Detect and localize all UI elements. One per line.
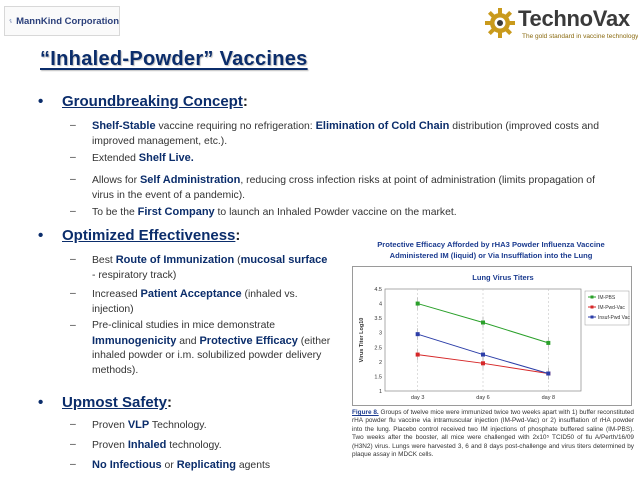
technovax-logo (484, 4, 638, 46)
x-tick-label: day 3 (410, 395, 425, 401)
data-point (416, 353, 420, 357)
section-heading-text: Groundbreaking Concept (62, 93, 243, 110)
section-heading-concept: • Groundbreaking Concept: (38, 93, 248, 110)
list-item: – Proven VLP Technology. (70, 419, 207, 431)
y-axis-label: Virus Titer Log10 (359, 317, 365, 363)
y-tick-label: 2 (378, 359, 382, 366)
slide-title: “Inhaled-Powder” Vaccines (40, 48, 308, 70)
bullet-icon: • (38, 394, 44, 411)
figure-caption-label: Figure 8. (352, 409, 379, 416)
list-item: – Increased Patient Acceptance (inhaled vs. injection) (70, 288, 298, 315)
x-tick-label: day 8 (541, 395, 556, 401)
data-point (481, 361, 485, 365)
technovax-logo-text: TechnoVax (518, 6, 630, 31)
line-chart (353, 267, 631, 405)
ribbon-icon (9, 10, 12, 32)
list-item: – Proven Inhaled technology. (70, 439, 222, 451)
section-heading-text: Optimized Effectiveness (62, 227, 236, 244)
data-point (416, 302, 420, 306)
y-tick-label: 4.5 (374, 287, 382, 293)
mannkind-logo-text: MannKind Corporation (16, 15, 119, 27)
y-tick-label: 1 (378, 389, 382, 395)
section-heading-effectiveness: • Optimized Effectiveness: (38, 227, 241, 244)
legend-marker (591, 316, 594, 319)
list-item: – To be the First Company to launch an Inhaled Powder vaccine on the market. (70, 206, 457, 218)
list-item: – Allows for Self Administration, reducing cross infection risks at point of administration (limits propagation of virus in the event of a pandemic). (70, 174, 595, 201)
legend-marker (591, 306, 594, 309)
figure-caption-text: Groups of twelve mice were immunized twice two weeks apart with 1) buffer reconstituted rHA powder flu vaccine via intramuscular injection (IM-Pwd-Vac) or 2) insufflation of rHA powder into the lung. Placebo control received two IM injections of phosphate buffered saline (IM-PBS). Two weeks after the booster, all mice were challenged with 2x10⁵ TCID50 of flu A/Perth/16/09 (H3N2) virus. Lungs were harvested 3, 6 and 8 days post-challenge and virus titers determined by plaque assay in MDCK cells. (352, 409, 634, 459)
list-item: – Extended Shelf Live. (70, 152, 194, 164)
figure-title (352, 240, 630, 261)
list-item: – Best Route of Immunization (mucosal surface - respiratory track) (70, 254, 328, 281)
section-heading-safety: • Upmost Safety: (38, 394, 173, 411)
technovax-tagline: The gold standard in vaccine technology (522, 33, 638, 40)
legend-label: IM-Pwd-Vac (598, 305, 625, 311)
list-item: – No Infectious or Replicating agents (70, 459, 271, 471)
figure-caption (352, 409, 634, 459)
figure-title-line: Protective Efficacy Afforded by rHA3 Powder Influenza Vaccine (377, 240, 605, 249)
y-tick-label: 3.5 (374, 316, 382, 323)
y-tick-label: 4 (378, 301, 382, 308)
bullet-icon: • (38, 227, 44, 244)
y-tick-label: 3 (378, 330, 382, 337)
legend-marker (591, 296, 594, 299)
y-tick-label: 1.5 (374, 374, 382, 381)
chart-frame (352, 266, 632, 406)
bullet-icon: • (38, 93, 44, 110)
legend-label: IM-PBS (598, 295, 616, 301)
chart-title: Lung Virus Titers (472, 273, 534, 282)
mannkind-logo (4, 6, 120, 36)
data-point (481, 321, 485, 325)
gear-icon (484, 7, 516, 39)
data-point (546, 372, 550, 376)
x-tick-label: day 6 (476, 395, 490, 401)
y-tick-label: 2.5 (374, 345, 382, 352)
data-point (546, 341, 550, 345)
data-point (481, 353, 485, 357)
legend-label: Insuf-Pwd Vac (598, 315, 630, 321)
figure-title-line: Administered IM (liquid) or Via Insufflation into the Lung (389, 250, 593, 260)
plot-area (385, 289, 581, 391)
list-item: – Pre-clinical studies in mice demonstrate Immunogenicity and Protective Efficacy (either inhaled powder or i.m. solubilized powder delivery methods). (70, 320, 331, 376)
section-heading-text: Upmost Safety (62, 394, 168, 411)
data-point (416, 332, 420, 336)
list-item: – Shelf-Stable vaccine requiring no refrigeration: Elimination of Cold Chain distribution (improved costs and improved management, etc.). (70, 120, 599, 147)
